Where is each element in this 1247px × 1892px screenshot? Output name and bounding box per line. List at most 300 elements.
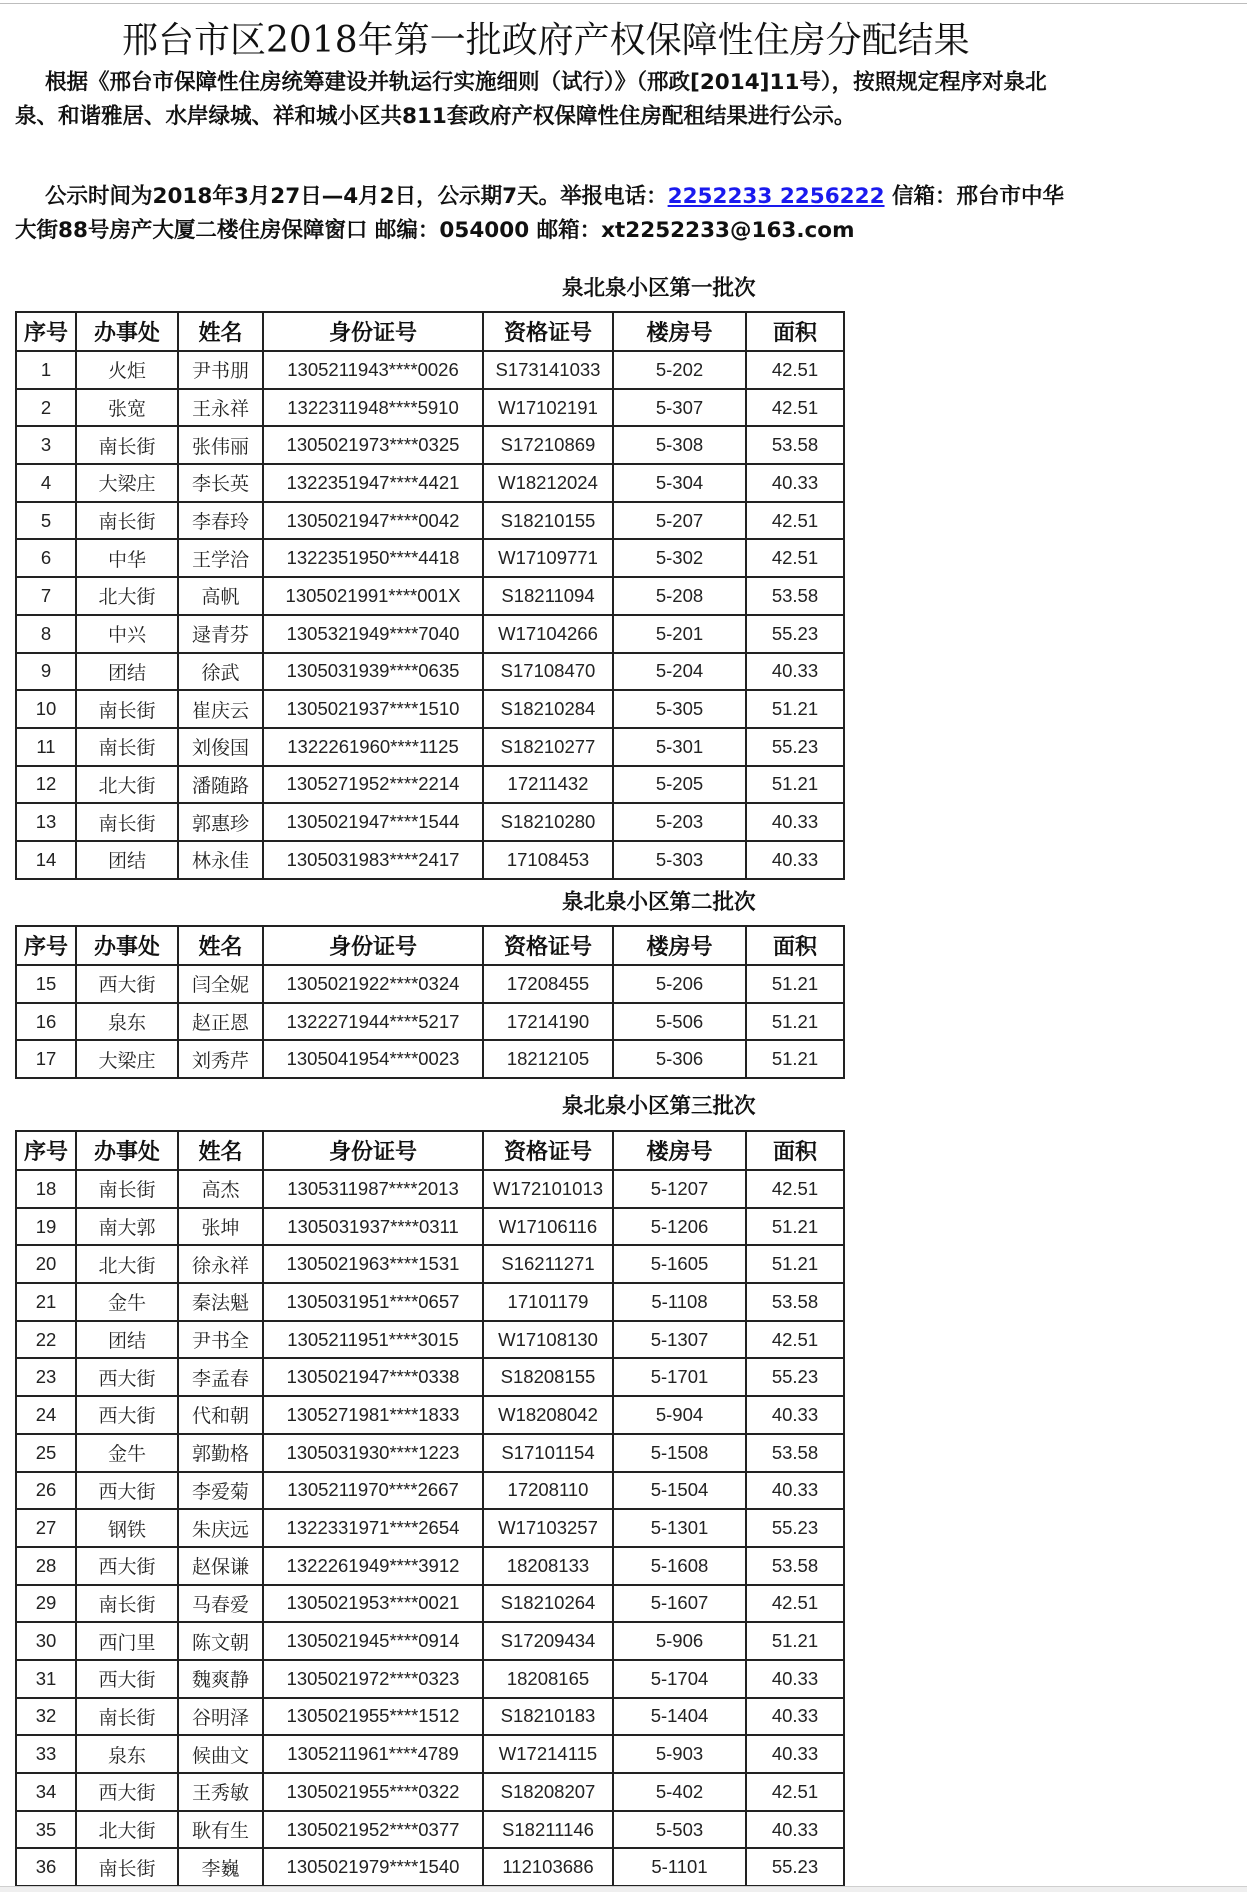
cell-name: 郭惠珍 (178, 803, 263, 841)
cell-unit-number: 5-506 (613, 1003, 746, 1041)
cell-id-number: 1305021955****0322 (263, 1773, 483, 1811)
cell-name: 刘秀芹 (178, 1040, 263, 1078)
table-row (16, 1547, 844, 1585)
table-row (16, 1660, 844, 1698)
cell-unit-number: 5-1404 (613, 1698, 746, 1736)
cell-unit-number: 5-1307 (613, 1321, 746, 1359)
cell-id-number: 1305021963****1531 (263, 1245, 483, 1283)
cell-seq: 30 (16, 1622, 76, 1660)
cell-area: 51.21 (746, 1040, 844, 1078)
cell-id-number: 1305021953****0021 (263, 1585, 483, 1623)
column-header-area: 面积 (746, 1131, 844, 1170)
cell-qualification-number: W17106116 (483, 1208, 613, 1246)
cell-id-number: 1305021991****001X (263, 577, 483, 615)
phone-link[interactable]: 2252233 2256222 (667, 184, 885, 209)
table-header-row (16, 312, 844, 351)
cell-area: 51.21 (746, 965, 844, 1003)
cell-seq: 21 (16, 1283, 76, 1321)
cell-seq: 32 (16, 1698, 76, 1736)
cell-seq: 16 (16, 1003, 76, 1041)
cell-office: 大梁庄 (76, 1040, 178, 1078)
cell-area: 40.33 (746, 1396, 844, 1434)
cell-qualification-number: S18211094 (483, 577, 613, 615)
cell-unit-number: 5-904 (613, 1396, 746, 1434)
table-row (16, 502, 844, 540)
cell-area: 42.51 (746, 1585, 844, 1623)
cell-qualification-number: 17208110 (483, 1472, 613, 1510)
column-header-area: 面积 (746, 312, 844, 351)
cell-id-number: 1305211943****0026 (263, 351, 483, 389)
column-header-seq: 序号 (16, 1131, 76, 1170)
cell-id-number: 1305211951****3015 (263, 1321, 483, 1359)
cell-id-number: 1305031939****0635 (263, 653, 483, 691)
cell-office: 泉东 (76, 1735, 178, 1773)
cell-seq: 27 (16, 1509, 76, 1547)
cell-qualification-number: 112103686 (483, 1848, 613, 1886)
cell-unit-number: 5-1101 (613, 1848, 746, 1886)
cell-seq: 28 (16, 1547, 76, 1585)
cell-office: 北大街 (76, 766, 178, 804)
cell-area: 42.51 (746, 351, 844, 389)
cell-name: 尹书全 (178, 1321, 263, 1359)
cell-qualification-number: W18212024 (483, 464, 613, 502)
cell-unit-number: 5-306 (613, 1040, 746, 1078)
cell-qualification-number: 17214190 (483, 1003, 613, 1041)
cell-id-number: 1305271952****2214 (263, 766, 483, 804)
cell-name: 王永祥 (178, 389, 263, 427)
table-row (16, 841, 844, 879)
cell-id-number: 1305021922****0324 (263, 965, 483, 1003)
table-row (16, 1245, 844, 1283)
cell-area: 51.21 (746, 766, 844, 804)
cell-unit-number: 5-303 (613, 841, 746, 879)
cell-qualification-number: W17104266 (483, 615, 613, 653)
cell-office: 火炬 (76, 351, 178, 389)
column-header-unit-number: 楼房号 (613, 312, 746, 351)
table-row (16, 1321, 844, 1359)
cell-unit-number: 5-402 (613, 1773, 746, 1811)
cell-area: 40.33 (746, 653, 844, 691)
cell-office: 西大街 (76, 1396, 178, 1434)
cell-area: 40.33 (746, 1698, 844, 1736)
cell-office: 西大街 (76, 1472, 178, 1510)
cell-unit-number: 5-308 (613, 426, 746, 464)
cell-name: 林永佳 (178, 841, 263, 879)
cell-unit-number: 5-302 (613, 539, 746, 577)
cell-office: 南长街 (76, 690, 178, 728)
cell-id-number: 1305211970****2667 (263, 1472, 483, 1510)
cell-id-number: 1305031951****0657 (263, 1283, 483, 1321)
cell-office: 西门里 (76, 1622, 178, 1660)
cell-seq: 22 (16, 1321, 76, 1359)
cell-area: 53.58 (746, 1547, 844, 1585)
column-header-office: 办事处 (76, 926, 178, 965)
cell-name: 徐永祥 (178, 1245, 263, 1283)
cell-area: 55.23 (746, 1509, 844, 1547)
cell-unit-number: 5-301 (613, 728, 746, 766)
cell-qualification-number: S18208155 (483, 1358, 613, 1396)
column-header-qualification-number: 资格证号 (483, 926, 613, 965)
cell-name: 李孟春 (178, 1358, 263, 1396)
column-header-unit-number: 楼房号 (613, 926, 746, 965)
cell-id-number: 1305041954****0023 (263, 1040, 483, 1078)
cell-seq: 18 (16, 1170, 76, 1208)
cell-office: 金牛 (76, 1283, 178, 1321)
cell-id-number: 1305021945****0914 (263, 1622, 483, 1660)
table-row (16, 1208, 844, 1246)
cell-name: 崔庆云 (178, 690, 263, 728)
column-header-seq: 序号 (16, 926, 76, 965)
cell-name: 张伟丽 (178, 426, 263, 464)
cell-name: 潘随路 (178, 766, 263, 804)
cell-qualification-number: 18212105 (483, 1040, 613, 1078)
cell-id-number: 1322261949****3912 (263, 1547, 483, 1585)
table-row (16, 1773, 844, 1811)
cell-unit-number: 5-1607 (613, 1585, 746, 1623)
cell-office: 北大街 (76, 577, 178, 615)
cell-qualification-number: 17211432 (483, 766, 613, 804)
table-row (16, 1585, 844, 1623)
cell-seq: 25 (16, 1434, 76, 1472)
cell-name: 闫全妮 (178, 965, 263, 1003)
cell-id-number: 1322331971****2654 (263, 1509, 483, 1547)
cell-unit-number: 5-1608 (613, 1547, 746, 1585)
cell-area: 42.51 (746, 1321, 844, 1359)
cell-id-number: 1305021947****0042 (263, 502, 483, 540)
table-row (16, 1396, 844, 1434)
cell-qualification-number: W17102191 (483, 389, 613, 427)
column-header-id-number: 身份证号 (263, 926, 483, 965)
cell-id-number: 1305021973****0325 (263, 426, 483, 464)
cell-office: 团结 (76, 841, 178, 879)
cell-id-number: 1305031983****2417 (263, 841, 483, 879)
cell-qualification-number: S18208207 (483, 1773, 613, 1811)
cell-area: 53.58 (746, 577, 844, 615)
table-row (16, 1622, 844, 1660)
cell-office: 团结 (76, 653, 178, 691)
cell-qualification-number: 17101179 (483, 1283, 613, 1321)
cell-qualification-number: S16211271 (483, 1245, 613, 1283)
cell-seq: 6 (16, 539, 76, 577)
cell-id-number: 1305031930****1223 (263, 1434, 483, 1472)
cell-seq: 31 (16, 1660, 76, 1698)
allocation-table-batch-2 (15, 925, 845, 1079)
table-row (16, 615, 844, 653)
cell-unit-number: 5-1206 (613, 1208, 746, 1246)
cell-id-number: 1305311987****2013 (263, 1170, 483, 1208)
table-row (16, 1848, 844, 1886)
table-row (16, 1434, 844, 1472)
cell-unit-number: 5-201 (613, 615, 746, 653)
column-header-name: 姓名 (178, 312, 263, 351)
cell-unit-number: 5-1301 (613, 1509, 746, 1547)
table-row (16, 351, 844, 389)
cell-qualification-number: 18208133 (483, 1547, 613, 1585)
cell-area: 40.33 (746, 1660, 844, 1698)
column-header-name: 姓名 (178, 926, 263, 965)
cell-seq: 23 (16, 1358, 76, 1396)
table-row (16, 653, 844, 691)
cell-area: 51.21 (746, 1003, 844, 1041)
cell-office: 南长街 (76, 502, 178, 540)
cell-id-number: 1305271981****1833 (263, 1396, 483, 1434)
cell-qualification-number: W17214115 (483, 1735, 613, 1773)
cell-id-number: 1305021937****1510 (263, 690, 483, 728)
cell-name: 候曲文 (178, 1735, 263, 1773)
column-header-qualification-number: 资格证号 (483, 312, 613, 351)
cell-seq: 20 (16, 1245, 76, 1283)
cell-seq: 19 (16, 1208, 76, 1246)
cell-id-number: 1305021955****1512 (263, 1698, 483, 1736)
page-title: 邢台市区2018年第一批政府产权保障性住房分配结果 (122, 20, 970, 61)
cell-area: 42.51 (746, 1170, 844, 1208)
table-row (16, 577, 844, 615)
cell-area: 42.51 (746, 389, 844, 427)
cell-qualification-number: S18210264 (483, 1585, 613, 1623)
cell-area: 55.23 (746, 1848, 844, 1886)
cell-qualification-number: S17101154 (483, 1434, 613, 1472)
cell-qualification-number: S173141033 (483, 351, 613, 389)
cell-office: 中兴 (76, 615, 178, 653)
cell-area: 55.23 (746, 615, 844, 653)
cell-area: 40.33 (746, 841, 844, 879)
cell-qualification-number: S18210183 (483, 1698, 613, 1736)
cell-seq: 34 (16, 1773, 76, 1811)
cell-area: 51.21 (746, 690, 844, 728)
cell-area: 53.58 (746, 426, 844, 464)
cell-name: 王学洽 (178, 539, 263, 577)
cell-seq: 3 (16, 426, 76, 464)
cell-unit-number: 5-1701 (613, 1358, 746, 1396)
cell-office: 泉东 (76, 1003, 178, 1041)
cell-seq: 26 (16, 1472, 76, 1510)
table-row (16, 1472, 844, 1510)
cell-id-number: 1305211961****4789 (263, 1735, 483, 1773)
top-divider (0, 3, 1247, 4)
cell-name: 徐武 (178, 653, 263, 691)
cell-qualification-number: S17210869 (483, 426, 613, 464)
table-row (16, 1698, 844, 1736)
cell-area: 42.51 (746, 1773, 844, 1811)
cell-seq: 4 (16, 464, 76, 502)
cell-seq: 24 (16, 1396, 76, 1434)
intro-paragraph (15, 66, 1065, 134)
cell-qualification-number: S18210284 (483, 690, 613, 728)
bottom-edge (0, 1886, 1247, 1892)
cell-office: 西大街 (76, 1358, 178, 1396)
table-row (16, 1735, 844, 1773)
column-header-id-number: 身份证号 (263, 1131, 483, 1170)
cell-name: 代和朝 (178, 1396, 263, 1434)
cell-qualification-number: W18208042 (483, 1396, 613, 1434)
cell-qualification-number: S17209434 (483, 1622, 613, 1660)
cell-id-number: 1322271944****5217 (263, 1003, 483, 1041)
cell-unit-number: 5-208 (613, 577, 746, 615)
cell-id-number: 1305321949****7040 (263, 615, 483, 653)
cell-unit-number: 5-204 (613, 653, 746, 691)
cell-area: 40.33 (746, 1735, 844, 1773)
allocation-table-batch-3 (15, 1130, 845, 1887)
cell-unit-number: 5-202 (613, 351, 746, 389)
cell-office: 中华 (76, 539, 178, 577)
cell-unit-number: 5-205 (613, 766, 746, 804)
cell-seq: 11 (16, 728, 76, 766)
cell-name: 秦法魁 (178, 1283, 263, 1321)
cell-unit-number: 5-307 (613, 389, 746, 427)
cell-seq: 10 (16, 690, 76, 728)
cell-unit-number: 5-203 (613, 803, 746, 841)
cell-area: 51.21 (746, 1208, 844, 1246)
cell-name: 王秀敏 (178, 1773, 263, 1811)
cell-seq: 29 (16, 1585, 76, 1623)
section-title-batch-2: 泉北泉小区第二批次 (562, 890, 756, 915)
cell-office: 西大街 (76, 1660, 178, 1698)
cell-office: 南长街 (76, 1698, 178, 1736)
table-row (16, 539, 844, 577)
cell-office: 南长街 (76, 426, 178, 464)
cell-qualification-number: 17208455 (483, 965, 613, 1003)
cell-seq: 1 (16, 351, 76, 389)
cell-name: 张坤 (178, 1208, 263, 1246)
cell-name: 高杰 (178, 1170, 263, 1208)
cell-name: 尹书朋 (178, 351, 263, 389)
cell-seq: 15 (16, 965, 76, 1003)
cell-unit-number: 5-1108 (613, 1283, 746, 1321)
cell-office: 西大街 (76, 965, 178, 1003)
cell-unit-number: 5-503 (613, 1811, 746, 1849)
table-header-row (16, 926, 844, 965)
cell-area: 51.21 (746, 1622, 844, 1660)
cell-office: 张宽 (76, 389, 178, 427)
cell-office: 南长街 (76, 728, 178, 766)
cell-seq: 13 (16, 803, 76, 841)
table-row (16, 1811, 844, 1849)
cell-name: 马春爱 (178, 1585, 263, 1623)
column-header-office: 办事处 (76, 1131, 178, 1170)
table-row (16, 728, 844, 766)
cell-name: 朱庆远 (178, 1509, 263, 1547)
cell-office: 西大街 (76, 1773, 178, 1811)
cell-unit-number: 5-1504 (613, 1472, 746, 1510)
cell-unit-number: 5-206 (613, 965, 746, 1003)
cell-seq: 17 (16, 1040, 76, 1078)
cell-name: 李爱菊 (178, 1472, 263, 1510)
cell-office: 南长街 (76, 1585, 178, 1623)
cell-name: 赵正恩 (178, 1003, 263, 1041)
notice-prefix: 公示时间为2018年3月27日—4月2日，公示期7天。举报电话： (45, 184, 668, 209)
cell-name: 魏爽静 (178, 1660, 263, 1698)
cell-qualification-number: S18210277 (483, 728, 613, 766)
cell-name: 高帆 (178, 577, 263, 615)
cell-name: 谷明泽 (178, 1698, 263, 1736)
column-header-office: 办事处 (76, 312, 178, 351)
table-row (16, 426, 844, 464)
cell-area: 55.23 (746, 728, 844, 766)
table-row (16, 1003, 844, 1041)
cell-area: 53.58 (746, 1434, 844, 1472)
table-row (16, 1283, 844, 1321)
table-row (16, 803, 844, 841)
cell-id-number: 1305021947****1544 (263, 803, 483, 841)
cell-seq: 2 (16, 389, 76, 427)
cell-office: 南长街 (76, 1848, 178, 1886)
table-row (16, 1170, 844, 1208)
cell-unit-number: 5-207 (613, 502, 746, 540)
cell-id-number: 1305021947****0338 (263, 1358, 483, 1396)
cell-unit-number: 5-305 (613, 690, 746, 728)
table-row (16, 690, 844, 728)
column-header-unit-number: 楼房号 (613, 1131, 746, 1170)
cell-id-number: 1305021979****1540 (263, 1848, 483, 1886)
intro-text: 根据《邢台市保障性住房统筹建设并轨运行实施细则（试行）》（邢政[2014]11号），按照规定程序对泉北泉、和谐雅居、水岸绿城、祥和城小区共811套政府产权保障性住房配租结果进行公示。 (15, 70, 1047, 129)
cell-area: 40.33 (746, 464, 844, 502)
cell-unit-number: 5-1605 (613, 1245, 746, 1283)
table-row (16, 1358, 844, 1396)
notice-suffix: 信箱：邢台市中华大街88号房产大厦二楼住房保障窗口 邮编：054000 邮箱：xt2252233@163.com (15, 184, 1065, 243)
cell-name: 耿有生 (178, 1811, 263, 1849)
column-header-seq: 序号 (16, 312, 76, 351)
cell-id-number: 1322351947****4421 (263, 464, 483, 502)
notice-paragraph (15, 180, 1065, 248)
cell-qualification-number: W17108130 (483, 1321, 613, 1359)
cell-name: 李长英 (178, 464, 263, 502)
cell-name: 逯青芬 (178, 615, 263, 653)
cell-office: 钢铁 (76, 1509, 178, 1547)
cell-office: 大梁庄 (76, 464, 178, 502)
cell-name: 李巍 (178, 1848, 263, 1886)
cell-qualification-number: W17109771 (483, 539, 613, 577)
cell-name: 李春玲 (178, 502, 263, 540)
cell-id-number: 1322311948****5910 (263, 389, 483, 427)
cell-unit-number: 5-304 (613, 464, 746, 502)
cell-area: 55.23 (746, 1358, 844, 1396)
cell-area: 53.58 (746, 1283, 844, 1321)
cell-seq: 35 (16, 1811, 76, 1849)
column-header-name: 姓名 (178, 1131, 263, 1170)
cell-unit-number: 5-1704 (613, 1660, 746, 1698)
cell-id-number: 1322261960****1125 (263, 728, 483, 766)
cell-office: 金牛 (76, 1434, 178, 1472)
cell-seq: 36 (16, 1848, 76, 1886)
cell-seq: 7 (16, 577, 76, 615)
table-row (16, 389, 844, 427)
section-title-batch-1: 泉北泉小区第一批次 (562, 276, 756, 301)
cell-seq: 33 (16, 1735, 76, 1773)
table-row (16, 766, 844, 804)
cell-unit-number: 5-1508 (613, 1434, 746, 1472)
cell-name: 郭勤格 (178, 1434, 263, 1472)
cell-area: 42.51 (746, 502, 844, 540)
table-row (16, 1040, 844, 1078)
column-header-qualification-number: 资格证号 (483, 1131, 613, 1170)
cell-qualification-number: S18210280 (483, 803, 613, 841)
section-title-batch-3: 泉北泉小区第三批次 (562, 1094, 756, 1119)
cell-unit-number: 5-903 (613, 1735, 746, 1773)
cell-office: 南大郭 (76, 1208, 178, 1246)
cell-qualification-number: W172101013 (483, 1170, 613, 1208)
cell-qualification-number: S18211146 (483, 1811, 613, 1849)
cell-area: 51.21 (746, 1245, 844, 1283)
cell-office: 南长街 (76, 803, 178, 841)
cell-qualification-number: W17103257 (483, 1509, 613, 1547)
cell-seq: 5 (16, 502, 76, 540)
table-row (16, 965, 844, 1003)
table-row (16, 1509, 844, 1547)
cell-unit-number: 5-906 (613, 1622, 746, 1660)
cell-office: 南长街 (76, 1170, 178, 1208)
allocation-table-batch-1 (15, 311, 845, 880)
cell-id-number: 1305031937****0311 (263, 1208, 483, 1246)
